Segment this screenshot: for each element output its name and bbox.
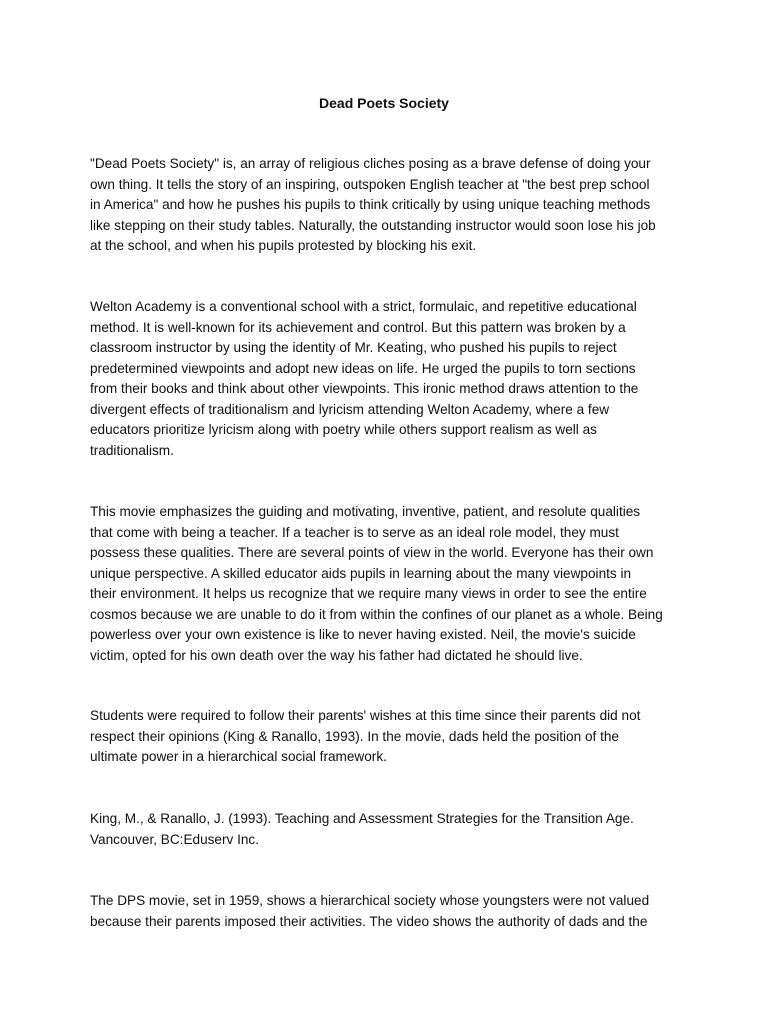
text-line: Vancouver, BC:Eduserv Inc. — [90, 831, 259, 847]
text-line: divergent effects of traditionalism and lyricism attending Welton Academy, where a few — [90, 401, 610, 417]
text-line: King, M., & Ranallo, J. (1993). Teaching and Assessment Strategies for the Transition Age. — [90, 811, 634, 826]
text-line: Welton Academy is a conventional school with a strict, formulaic, and repetitive educational — [90, 299, 637, 314]
document-title: Dead Poets Society — [319, 95, 449, 111]
text-line: This movie emphasizes the guiding and motivating, inventive, patient, and resolute qualities — [90, 504, 641, 519]
paragraph-intro — [90, 154, 690, 257]
text-line: ultimate power in a hierarchical social framework. — [90, 749, 387, 764]
text-line: classroom instructor by using the identity of Mr. Keating, who pushed his pupils to reject — [90, 340, 617, 355]
paragraph-parents — [90, 706, 690, 768]
text-line: from their books and think about other viewpoints. This ironic method draws attention to the — [90, 381, 639, 396]
paragraph-reference — [90, 809, 690, 850]
text-line: unique perspective. A skilled educator aids pupils in learning about the many viewpoints in — [90, 565, 632, 581]
text-line: powerless over your own existence is like to never having existed. Neil, the movie's suicide — [90, 627, 636, 642]
text-line: educators prioritize lyricism along with poetry while others support realism as well as — [90, 422, 597, 437]
text-line: possess these qualities. There are several points of view in the world. Everyone has their own — [90, 545, 654, 560]
text-line: Students were required to follow their parents' wishes at this time since their parents did not — [90, 708, 641, 723]
text-line: in America" and how he pushes his pupils to think critically by using unique teaching methods — [90, 197, 651, 212]
text-line: at the school, and when his pupils protested by blocking his exit. — [90, 238, 477, 253]
text-line: traditionalism. — [90, 442, 174, 458]
text-line: respect their opinions (King & Ranallo, 1993). In the movie, dads held the position of the — [90, 728, 619, 744]
text-line: victim, opted for his own death over the way his father had dictated he should live. — [90, 647, 583, 663]
text-line: because their parents imposed their activities. The video shows the authority of dads and the — [90, 913, 648, 929]
text-line: "Dead Poets Society" is, an array of religious cliches posing as a brave defense of doing your — [90, 156, 651, 171]
paragraph-dps-movie — [90, 891, 690, 932]
paragraph-welton-academy — [90, 297, 690, 461]
text-line: method. It is well-known for its achievement and control. But this pattern was broken by a — [90, 319, 626, 335]
text-line: that come with being a teacher. If a teacher is to serve as an ideal role model, they must — [90, 524, 619, 540]
text-line: their environment. It helps us recognize that we require many views in order to see the entire — [90, 586, 647, 601]
text-line: own thing. It tells the story of an inspiring, outspoken English teacher at "the best prep school — [90, 176, 650, 192]
text-line: predetermined viewpoints and adopt new ideas on life. He urged the pupils to torn sections — [90, 360, 636, 376]
paragraph-teacher-qualities — [90, 502, 690, 666]
text-line: cosmos because we are unable to do it from within the confines of our planet as a whole. Being — [90, 606, 663, 622]
text-line: like stepping on their study tables. Naturally, the outstanding instructor would soon lose his job — [90, 217, 656, 233]
text-line: The DPS movie, set in 1959, shows a hierarchical society whose youngsters were not valued — [90, 893, 650, 908]
